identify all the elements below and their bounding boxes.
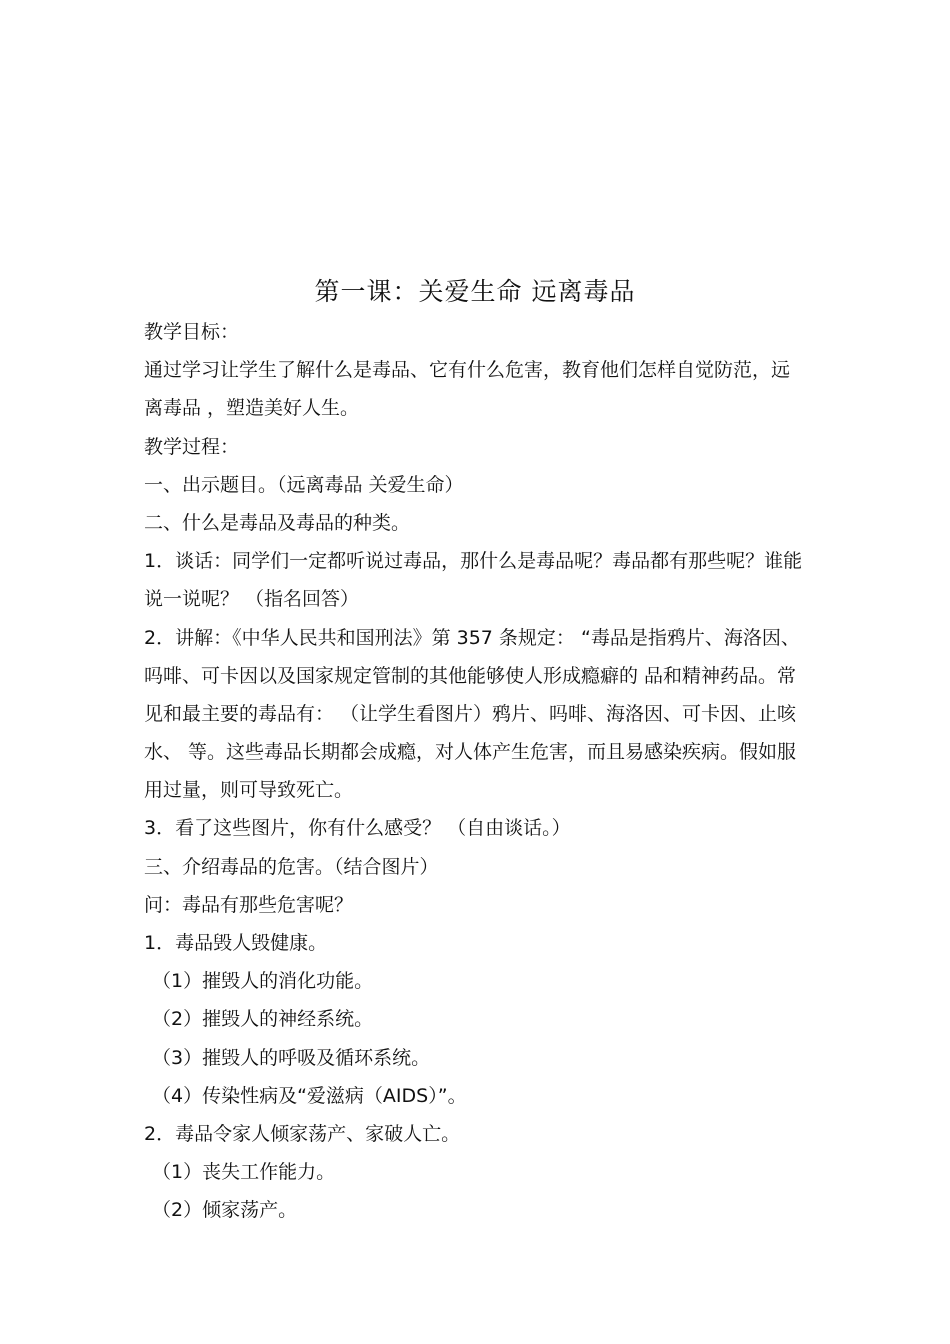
section-heading-objectives: 教学目标： bbox=[144, 321, 240, 343]
sub-list-item: （1）摧毁人的消化功能。 bbox=[152, 970, 374, 993]
list-item: 1．毒品毁人毁健康。 bbox=[144, 932, 328, 954]
paragraph-line: 问：毒品有那些危害呢？ bbox=[144, 893, 354, 916]
sub-list-item: （1）丧失工作能力。 bbox=[152, 1161, 336, 1184]
list-item: 2．毒品令家人倾家荡产、家破人亡。 bbox=[144, 1122, 461, 1145]
sub-list-item: （3）摧毁人的呼吸及循环系统。 bbox=[152, 1046, 431, 1069]
paragraph-line: 1．谈话：同学们一定都听说过毒品，那什么是毒品呢？毒品都有那些呢？谁能 bbox=[144, 550, 803, 573]
paragraph-line: 3．看了这些图片，你有什么感受？ （自由谈话。） bbox=[144, 817, 571, 840]
step-heading: 一、出示题目。（远离毒品 关爱生命） bbox=[144, 473, 464, 496]
step-heading: 三、介绍毒品的危害。（结合图片） bbox=[144, 855, 439, 878]
lesson-title: 第一课：关爱生命 远离毒品 bbox=[314, 277, 636, 306]
sub-list-item: （2）倾家荡产。 bbox=[152, 1199, 298, 1222]
paragraph-line: 用过量，则可导致死亡。 bbox=[144, 779, 354, 802]
paragraph-line: 说一说呢？ （指名回答） bbox=[144, 588, 360, 611]
paragraph-line: 见和最主要的毒品有： （让学生看图片）鸦片、吗啡、海洛因、可卡因、止咳 bbox=[144, 702, 797, 725]
paragraph-line: 吗啡、可卡因以及国家规定管制的其他能够使人形成瘾癖的 品和精神药品。常 bbox=[144, 664, 797, 687]
paragraph-line: 水、 等。这些毒品长期都会成瘾，对人体产生危害，而且易感染疾病。假如服 bbox=[144, 741, 797, 764]
paragraph-line: 通过学习让学生了解什么是毒品、它有什么危害，教育他们怎样自觉防范，远 bbox=[144, 359, 791, 382]
step-heading: 二、什么是毒品及毒品的种类。 bbox=[144, 511, 411, 534]
section-heading-process: 教学过程： bbox=[144, 435, 240, 458]
sub-list-item: （4）传染性病及“爱滋病（AIDS）”。 bbox=[152, 1084, 467, 1107]
paragraph-line: 离毒品 ，塑造美好人生。 bbox=[144, 397, 360, 420]
sub-list-item: （2）摧毁人的神经系统。 bbox=[152, 1008, 374, 1031]
lesson-body bbox=[144, 313, 810, 1230]
paragraph-line: 2．讲解：《中华人民共和国刑法》第 357 条规定： “毒品是指鸦片、海洛因、 bbox=[144, 626, 800, 649]
